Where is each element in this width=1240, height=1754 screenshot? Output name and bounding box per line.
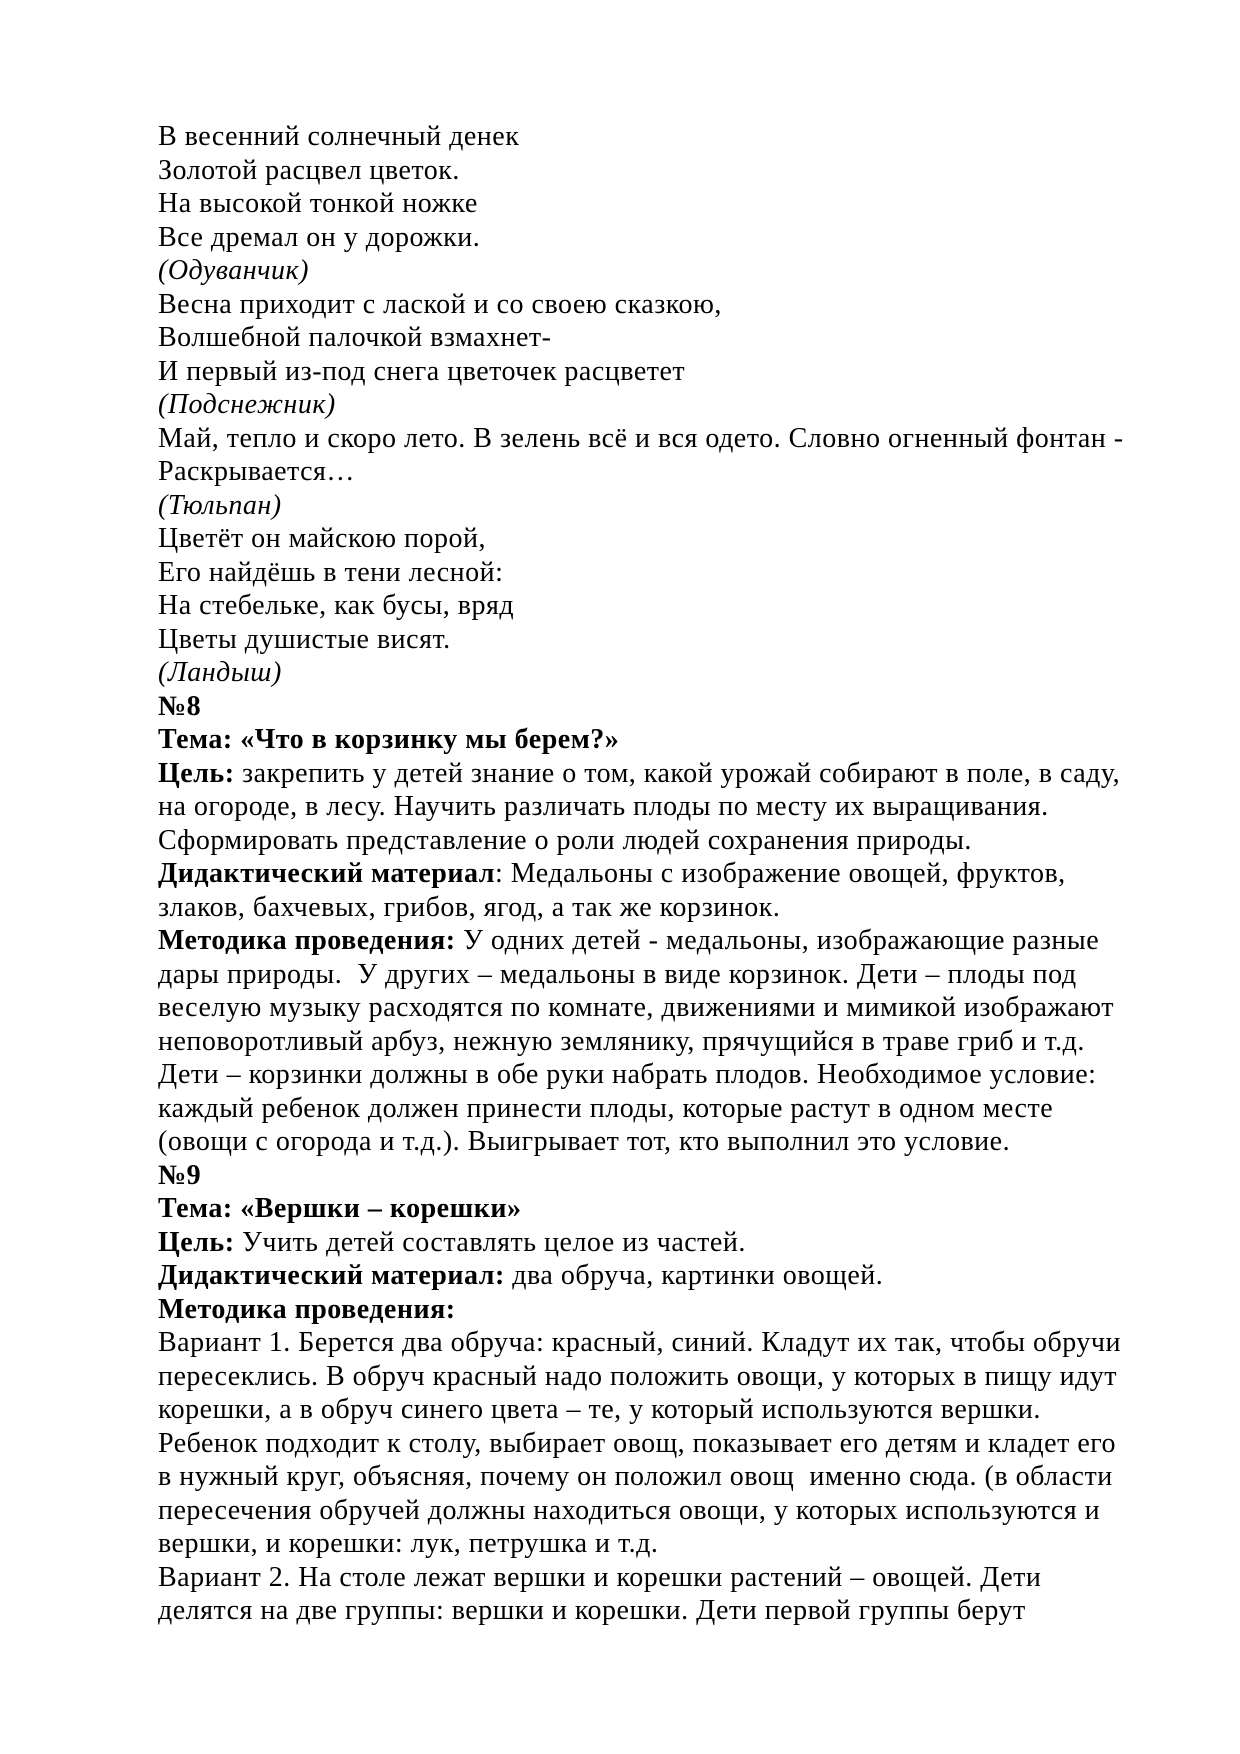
text-line bbox=[158, 489, 1118, 523]
body-text: дары природы. У других – медальоны в виде корзинок. Дети – плоды под bbox=[158, 958, 1077, 990]
body-text: пересечения обручей должны находиться овощи, у которых используются и bbox=[158, 1494, 1101, 1526]
body-text: в нужный круг, объясняя, почему он положил овощ именно сюда. (в области bbox=[158, 1461, 1113, 1492]
bold-text: Цель: bbox=[158, 1226, 235, 1258]
text-line bbox=[158, 1058, 1118, 1092]
document-text bbox=[158, 120, 1124, 1628]
text-line bbox=[158, 1494, 1118, 1528]
bold-text: Дидактический материал: bbox=[158, 1260, 505, 1291]
text-line bbox=[158, 790, 1118, 824]
text-line bbox=[158, 924, 1118, 958]
body-text: Ребенок подходит к столу, выбирает овощ, показывает его детям и кладет его bbox=[158, 1427, 1117, 1459]
body-text: (овощи с огорода и т.д.). Выигрывает тот, кто выполнил это условие. bbox=[158, 1126, 1011, 1157]
text-line bbox=[158, 1460, 1118, 1494]
italic-text: (Одуванчик) bbox=[158, 255, 309, 286]
text-line bbox=[158, 1025, 1118, 1059]
text-line bbox=[158, 1561, 1118, 1595]
body-text: Весна приходит с лаской и со своею сказкою, bbox=[158, 288, 722, 320]
bold-text: Методика проведения: bbox=[158, 925, 456, 956]
body-text: Цветёт он майскою порой, bbox=[158, 523, 487, 554]
text-line bbox=[158, 1527, 1118, 1561]
body-text: каждый ребенок должен принести плоды, которые растут в одном месте bbox=[158, 1092, 1054, 1124]
text-line bbox=[158, 656, 1118, 690]
body-text: Вариант 2. На столе лежат вершки и корешки растений – овощей. Дети bbox=[158, 1561, 1042, 1593]
text-line bbox=[158, 857, 1118, 891]
bold-text: Цель: bbox=[158, 757, 235, 789]
text-line bbox=[158, 891, 1118, 925]
text-line bbox=[158, 1594, 1118, 1628]
body-text: Его найдёшь в тени лесной: bbox=[158, 556, 504, 588]
text-line bbox=[158, 824, 1118, 858]
body-text: неповоротливый арбуз, нежную землянику, прячущийся в траве гриб и т.д. bbox=[158, 1025, 1085, 1057]
text-line bbox=[158, 388, 1118, 422]
body-text: Раскрывается… bbox=[158, 456, 355, 487]
text-line bbox=[158, 221, 1118, 255]
body-text: Сформировать представление о роли людей сохранения природы. bbox=[158, 824, 972, 856]
text-line bbox=[158, 757, 1121, 791]
bold-text: №8 bbox=[158, 690, 202, 722]
body-text: У одних детей - медальоны, изображающие разные bbox=[455, 925, 1100, 956]
body-text: вершки, и корешки: лук, петрушка и т.д. bbox=[158, 1528, 659, 1559]
bold-text: Тема: «Что в корзинку мы берем?» bbox=[158, 724, 620, 755]
body-text: Дети – корзинки должны в обе руки набрать плодов. Необходимое условие: bbox=[158, 1059, 1097, 1090]
body-text: делятся на две группы: вершки и корешки. Дети первой группы берут bbox=[158, 1595, 1026, 1626]
text-line bbox=[158, 556, 1118, 590]
body-text: злаков, бахчевых, грибов, ягод, а так же корзинок. bbox=[158, 891, 781, 923]
body-text: В весенний солнечный денек bbox=[158, 121, 520, 152]
text-line bbox=[158, 958, 1118, 992]
text-line bbox=[158, 522, 1118, 556]
body-text: два обруча, картинки овощей. bbox=[504, 1260, 884, 1291]
text-line bbox=[158, 1427, 1118, 1461]
italic-text: (Подснежник) bbox=[158, 389, 336, 420]
body-text: Волшебной палочкой взмахнет- bbox=[158, 322, 552, 353]
text-line bbox=[158, 1326, 1121, 1360]
text-line bbox=[158, 120, 1118, 154]
text-line bbox=[158, 1226, 1118, 1260]
text-line bbox=[158, 723, 1118, 757]
body-text: : Медальоны с изображение овощей, фруктов, bbox=[494, 858, 1066, 889]
text-line bbox=[158, 1293, 1118, 1327]
text-line bbox=[158, 1159, 1118, 1193]
text-line bbox=[158, 690, 1118, 724]
text-line bbox=[158, 1259, 1118, 1293]
body-text: Золотой расцвел цветок. bbox=[158, 154, 460, 186]
body-text: Учить детей составлять целое из частей. bbox=[234, 1226, 746, 1258]
body-text: на огороде, в лесу. Научить различать плоды по месту их выращивания. bbox=[158, 791, 1049, 822]
body-text: Май, тепло и скоро лето. В зелень всё и вся одето. Словно огненный фонтан - bbox=[158, 422, 1124, 454]
text-line bbox=[158, 288, 1118, 322]
text-line bbox=[158, 355, 1118, 389]
bold-text: №9 bbox=[158, 1159, 202, 1191]
text-line bbox=[158, 187, 1118, 221]
body-text: пересеклись. В обруч красный надо положить овощи, у которых в пищу идут bbox=[158, 1360, 1118, 1392]
bold-text: Дидактический материал bbox=[158, 858, 495, 889]
text-line bbox=[158, 422, 1124, 456]
body-text: веселую музыку расходятся по комнате, движениями и мимикой изображают bbox=[158, 992, 1114, 1023]
italic-text: (Ландыш) bbox=[158, 657, 282, 688]
text-line bbox=[158, 991, 1118, 1025]
bold-text: Тема: «Вершки – корешки» bbox=[158, 1193, 522, 1224]
text-line bbox=[158, 455, 1118, 489]
text-line bbox=[158, 1393, 1118, 1427]
text-line bbox=[158, 1092, 1118, 1126]
body-text: На высокой тонкой ножке bbox=[158, 188, 478, 219]
body-text: И первый из-под снега цветочек расцветет bbox=[158, 355, 686, 387]
italic-text: (Тюльпан) bbox=[158, 489, 282, 521]
body-text: Цветы душистые висят. bbox=[158, 623, 451, 655]
text-line bbox=[158, 1192, 1118, 1226]
bold-text: Методика проведения: bbox=[158, 1293, 456, 1325]
body-text: Вариант 1. Берется два обруча: красный, синий. Кладут их так, чтобы обручи bbox=[158, 1327, 1121, 1358]
text-line bbox=[158, 1360, 1118, 1394]
text-line bbox=[158, 623, 1118, 657]
body-text: корешки, а в обруч синего цвета – те, у который используются вершки. bbox=[158, 1394, 1041, 1425]
text-line bbox=[158, 254, 1118, 288]
text-line bbox=[158, 321, 1118, 355]
text-line bbox=[158, 1125, 1118, 1159]
body-text: Все дремал он у дорожки. bbox=[158, 221, 481, 253]
body-text: закрепить у детей знание о том, какой урожай собирают в поле, в саду, bbox=[234, 757, 1121, 789]
text-line bbox=[158, 589, 1118, 623]
body-text: На стебельке, как бусы, вряд bbox=[158, 590, 515, 621]
text-line bbox=[158, 154, 1118, 188]
